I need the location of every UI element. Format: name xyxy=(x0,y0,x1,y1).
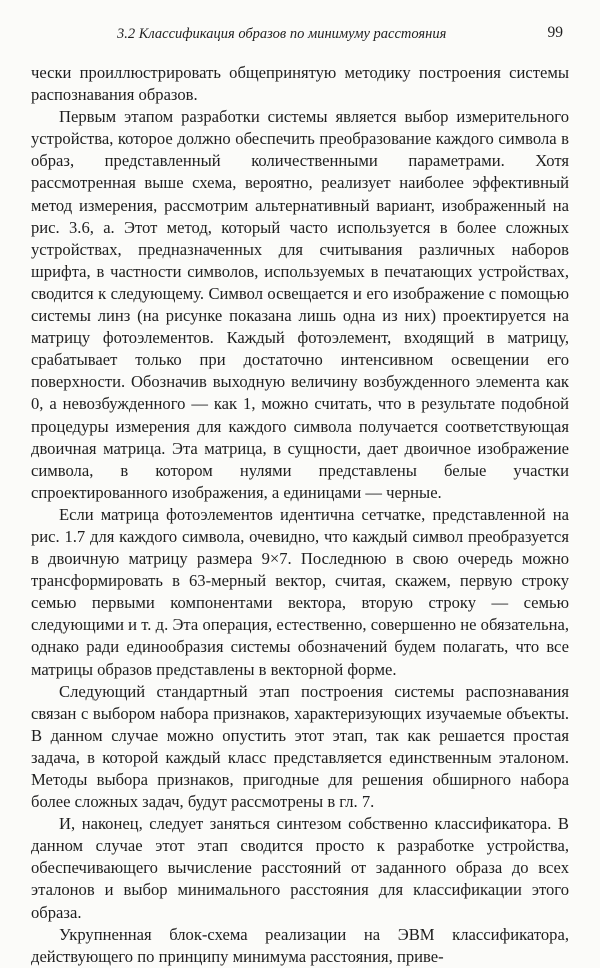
paragraph-feature-selection: Следующий стандартный этап построения системы распознавания связан с выбором набора признаков, характеризующих изучаемые объекты. В данном случае можно опустить этот этап, так как решается простая задача, в которой каждый класс представляется единственным эталоном. Методы выбора признаков, пригодные для решения обширного набора более сложных задач, будут рассмотрены в гл. 7. xyxy=(31,681,569,812)
paragraph-photocell-matrix: Если матрица фотоэлементов идентична сетчатке, представленной на рис. 1.7 для каждого символа, очевидно, что каждый символ преобразуется в двоичную матрицу размера 9×7. Последнюю в свою очередь можно трансформировать в 63-мерный вектор, считая, скажем, первую строку семью первыми компонентами вектора, вторую строку — семью следующими и т. д. Эта операция, естественно, совершенно не обязательна, однако ради единообразия системы обозначений будем полагать, что все матрицы образов представлены в векторной форме. xyxy=(31,504,569,679)
paragraph-continuation: чески проиллюстрировать общепринятую методику построения системы распознавания образов. xyxy=(31,63,569,105)
body-text xyxy=(31,62,569,968)
paragraph-block-diagram: Укрупненная блок-схема реализации на ЭВМ классификатора, действующего по принципу минимума расстояния, приве- xyxy=(31,924,569,966)
paragraph-measurement-device: Первым этапом разработки системы является выбор измерительного устройства, которое должно обеспечить преобразование каждого символа в образ, представленный количественными параметрами. Хотя рассмотренная выше схема, вероятно, реализует наиболее эффективный метод измерения, рассмотрим альтернативный вариант, изображенный на рис. 3.6, а. Этот метод, который часто используется в более сложных устройствах, предназначенных для считывания различных наборов шрифта, в частности символов, используемых в печатающих устройствах, сводится к следующему. Символ освещается и его изображение с помощью системы линз (на рисунке показана лишь одна из них) проектируется на матрицу фотоэлементов. Каждый фотоэлемент, входящий в матрицу, срабатывает только при достаточно интенсивном освещении его поверхности. Обозначив выходную величину возбужденного элемента как 0, а невозбужденного — как 1, можно считать, что в результате подобной процедуры измерения для каждого символа получается соответствующая двоичная матрица. Эта матрица, в сущности, дает двоичное изображение символа, в котором нулями представлены белые участки спроектированного изображения, а единицами — черные. xyxy=(31,107,569,502)
running-head xyxy=(31,22,569,50)
paragraph-classifier-synthesis: И, наконец, следует заняться синтезом собственно классификатора. В данном случае этот этап сводится просто к разработке устройства, обеспечивающего вычисление расстояний от заданного образа до всех эталонов и выбор минимального расстояния для классификации этого образа. xyxy=(31,814,569,922)
page-number: 99 xyxy=(547,24,563,41)
running-title: 3.2 Классификация образов по минимуму расстояния xyxy=(117,26,447,42)
